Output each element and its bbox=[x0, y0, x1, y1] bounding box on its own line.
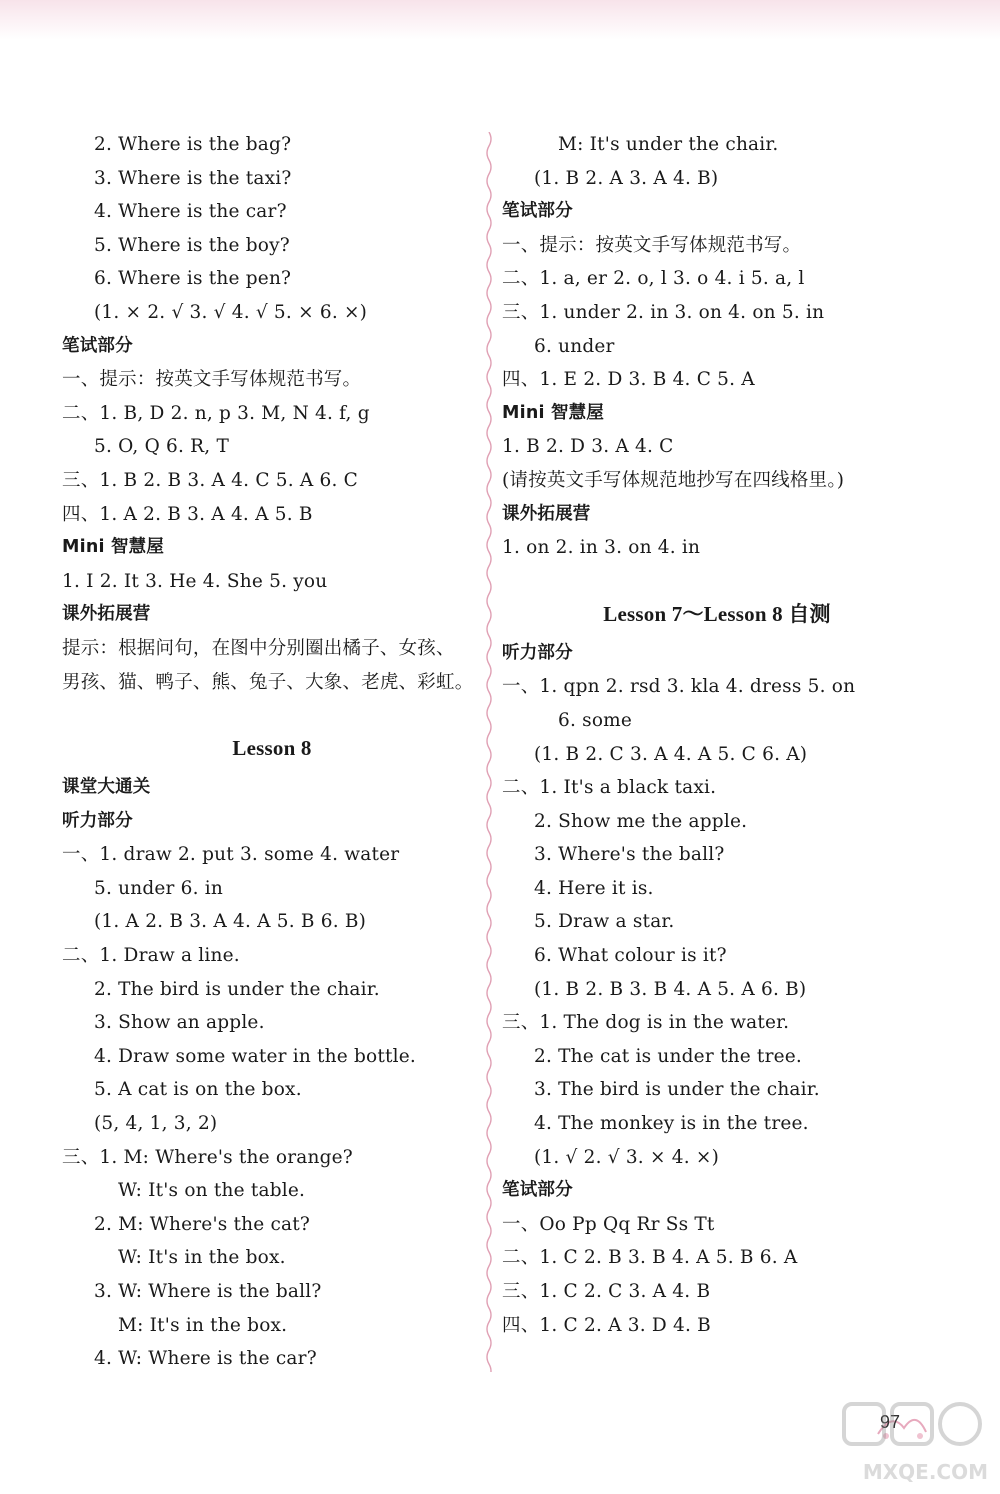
right-line: 1. B 2. D 3. A 4. C bbox=[502, 436, 674, 458]
left-line: W: It's on the table. bbox=[118, 1180, 306, 1202]
left-column bbox=[62, 128, 482, 1376]
left-line: 提示：根据问句，在图中分别圈出橘子、女孩、 bbox=[62, 637, 455, 659]
right-line: (1. B 2. C 3. A 4. A 5. C 6. A) bbox=[534, 743, 808, 765]
left-line: 5. Where is the boy? bbox=[94, 234, 290, 256]
right-spacer bbox=[502, 565, 932, 591]
right-line: 4. The monkey is in the tree. bbox=[534, 1113, 809, 1135]
left-section-heading: 课堂大通关 bbox=[62, 777, 151, 798]
left-line: 4. Draw some water in the bottle. bbox=[94, 1045, 417, 1067]
right-section-heading: 听力部分 bbox=[502, 642, 573, 663]
right-line: 二、1. C 2. B 3. B 4. A 5. B 6. A bbox=[502, 1247, 798, 1269]
left-lesson-title: Lesson 8 bbox=[232, 736, 312, 761]
left-line: 3. Show an apple. bbox=[94, 1012, 265, 1034]
left-line: 三、1. B 2. B 3. A 4. C 5. A 6. C bbox=[62, 469, 359, 491]
right-section-heading: Mini 智慧屋 bbox=[502, 402, 605, 423]
left-line: (5, 4, 1, 3, 2) bbox=[94, 1113, 218, 1135]
right-line: 二、1. It's a black taxi. bbox=[502, 777, 717, 799]
right-line: (1. B 2. A 3. A 4. B) bbox=[534, 167, 719, 189]
left-line: 二、1. B, D 2. n, p 3. M, N 4. f, g bbox=[62, 402, 370, 424]
left-line: W: It's in the box. bbox=[118, 1247, 286, 1269]
top-decoration-band bbox=[0, 0, 1000, 40]
right-line: (1. B 2. B 3. B 4. A 5. A 6. B) bbox=[534, 978, 807, 1000]
left-spacer bbox=[62, 699, 482, 725]
right-line: 一、Oo Pp Qq Rr Ss Tt bbox=[502, 1213, 715, 1235]
left-line: 2. The bird is under the chair. bbox=[94, 978, 380, 1000]
right-line: 二、1. a, er 2. o, l 3. o 4. i 5. a, l bbox=[502, 268, 805, 290]
right-line: 1. on 2. in 3. on 4. in bbox=[502, 537, 701, 559]
right-line: 6. under bbox=[534, 335, 615, 357]
right-line: 三、1. C 2. C 3. A 4. B bbox=[502, 1281, 711, 1302]
left-line: (1. × 2. √ 3. √ 4. √ 5. × 6. ×) bbox=[94, 301, 368, 323]
left-line: 3. W: Where is the ball? bbox=[94, 1281, 322, 1302]
right-line: 四、1. C 2. A 3. D 4. B bbox=[502, 1314, 711, 1336]
left-section-heading: Mini 智慧屋 bbox=[62, 537, 165, 558]
right-line: 5. Draw a star. bbox=[534, 911, 675, 933]
left-line: 三、1. M: Where's the orange? bbox=[62, 1146, 353, 1168]
left-line: 1. I 2. It 3. He 4. She 5. you bbox=[62, 570, 328, 592]
right-line: 2. The cat is under the tree. bbox=[534, 1045, 802, 1067]
left-line: 一、提示：按英文手写体规范书写。 bbox=[62, 369, 362, 391]
left-line: M: It's in the box. bbox=[118, 1314, 288, 1336]
left-line: 4. W: Where is the car? bbox=[94, 1348, 317, 1370]
left-section-heading: 课外拓展营 bbox=[62, 604, 151, 625]
left-line: 3. Where is the taxi? bbox=[94, 167, 292, 189]
right-section-heading: 笔试部分 bbox=[502, 1180, 573, 1201]
right-line: (1. √ 2. √ 3. × 4. ×) bbox=[534, 1146, 719, 1168]
right-line: 3. Where's the ball? bbox=[534, 844, 725, 866]
left-line: 四、1. A 2. B 3. A 4. A 5. B bbox=[62, 503, 313, 525]
right-line: 4. Here it is. bbox=[534, 877, 654, 899]
left-section-heading: 听力部分 bbox=[62, 810, 133, 831]
right-line: 一、提示：按英文手写体规范书写。 bbox=[502, 234, 802, 256]
left-line: 5. under 6. in bbox=[94, 877, 224, 899]
right-line: 2. Show me the apple. bbox=[534, 810, 748, 832]
left-section-heading: 笔试部分 bbox=[62, 335, 133, 356]
right-line: 6. What colour is it? bbox=[534, 945, 727, 967]
right-line: 三、1. under 2. in 3. on 4. on 5. in bbox=[502, 301, 825, 323]
right-line: 四、1. E 2. D 3. B 4. C 5. A bbox=[502, 369, 755, 391]
right-line: 一、1. qpn 2. rsd 3. kla 4. dress 5. on bbox=[502, 676, 856, 698]
right-column bbox=[502, 128, 932, 1342]
column-divider bbox=[484, 132, 494, 1372]
right-line: M: It's under the chair. bbox=[558, 134, 779, 155]
right-line: 3. The bird is under the chair. bbox=[534, 1079, 820, 1101]
left-line: 2. M: Where's the cat? bbox=[94, 1213, 311, 1235]
right-section-heading: 笔试部分 bbox=[502, 201, 573, 222]
watermark-text: MXQE.COM bbox=[862, 1460, 988, 1484]
right-line: 三、1. The dog is in the water. bbox=[502, 1012, 790, 1034]
right-line: (请按英文手写体规范地抄写在四线格里。) bbox=[502, 469, 845, 491]
left-line: 二、1. Draw a line. bbox=[62, 945, 240, 967]
right-line: 6. some bbox=[558, 709, 633, 731]
watermark bbox=[838, 1398, 988, 1484]
page-number: 97 bbox=[880, 1412, 901, 1432]
left-line: 男孩、猫、鸭子、熊、兔子、大象、老虎、彩虹。 bbox=[62, 671, 474, 693]
left-line: 2. Where is the bag? bbox=[94, 134, 292, 155]
left-line: 6. Where is the pen? bbox=[94, 268, 292, 290]
right-section-heading: 课外拓展营 bbox=[502, 503, 591, 524]
left-line: 一、1. draw 2. put 3. some 4. water bbox=[62, 844, 400, 866]
watermark-logo bbox=[838, 1398, 988, 1462]
left-line: 5. A cat is on the box. bbox=[94, 1079, 302, 1101]
right-lesson-title: Lesson 7～Lesson 8 自测 bbox=[603, 601, 831, 626]
left-line: 5. O, Q 6. R, T bbox=[94, 436, 229, 458]
left-line: 4. Where is the car? bbox=[94, 201, 287, 223]
left-line: (1. A 2. B 3. A 4. A 5. B 6. B) bbox=[94, 911, 367, 933]
